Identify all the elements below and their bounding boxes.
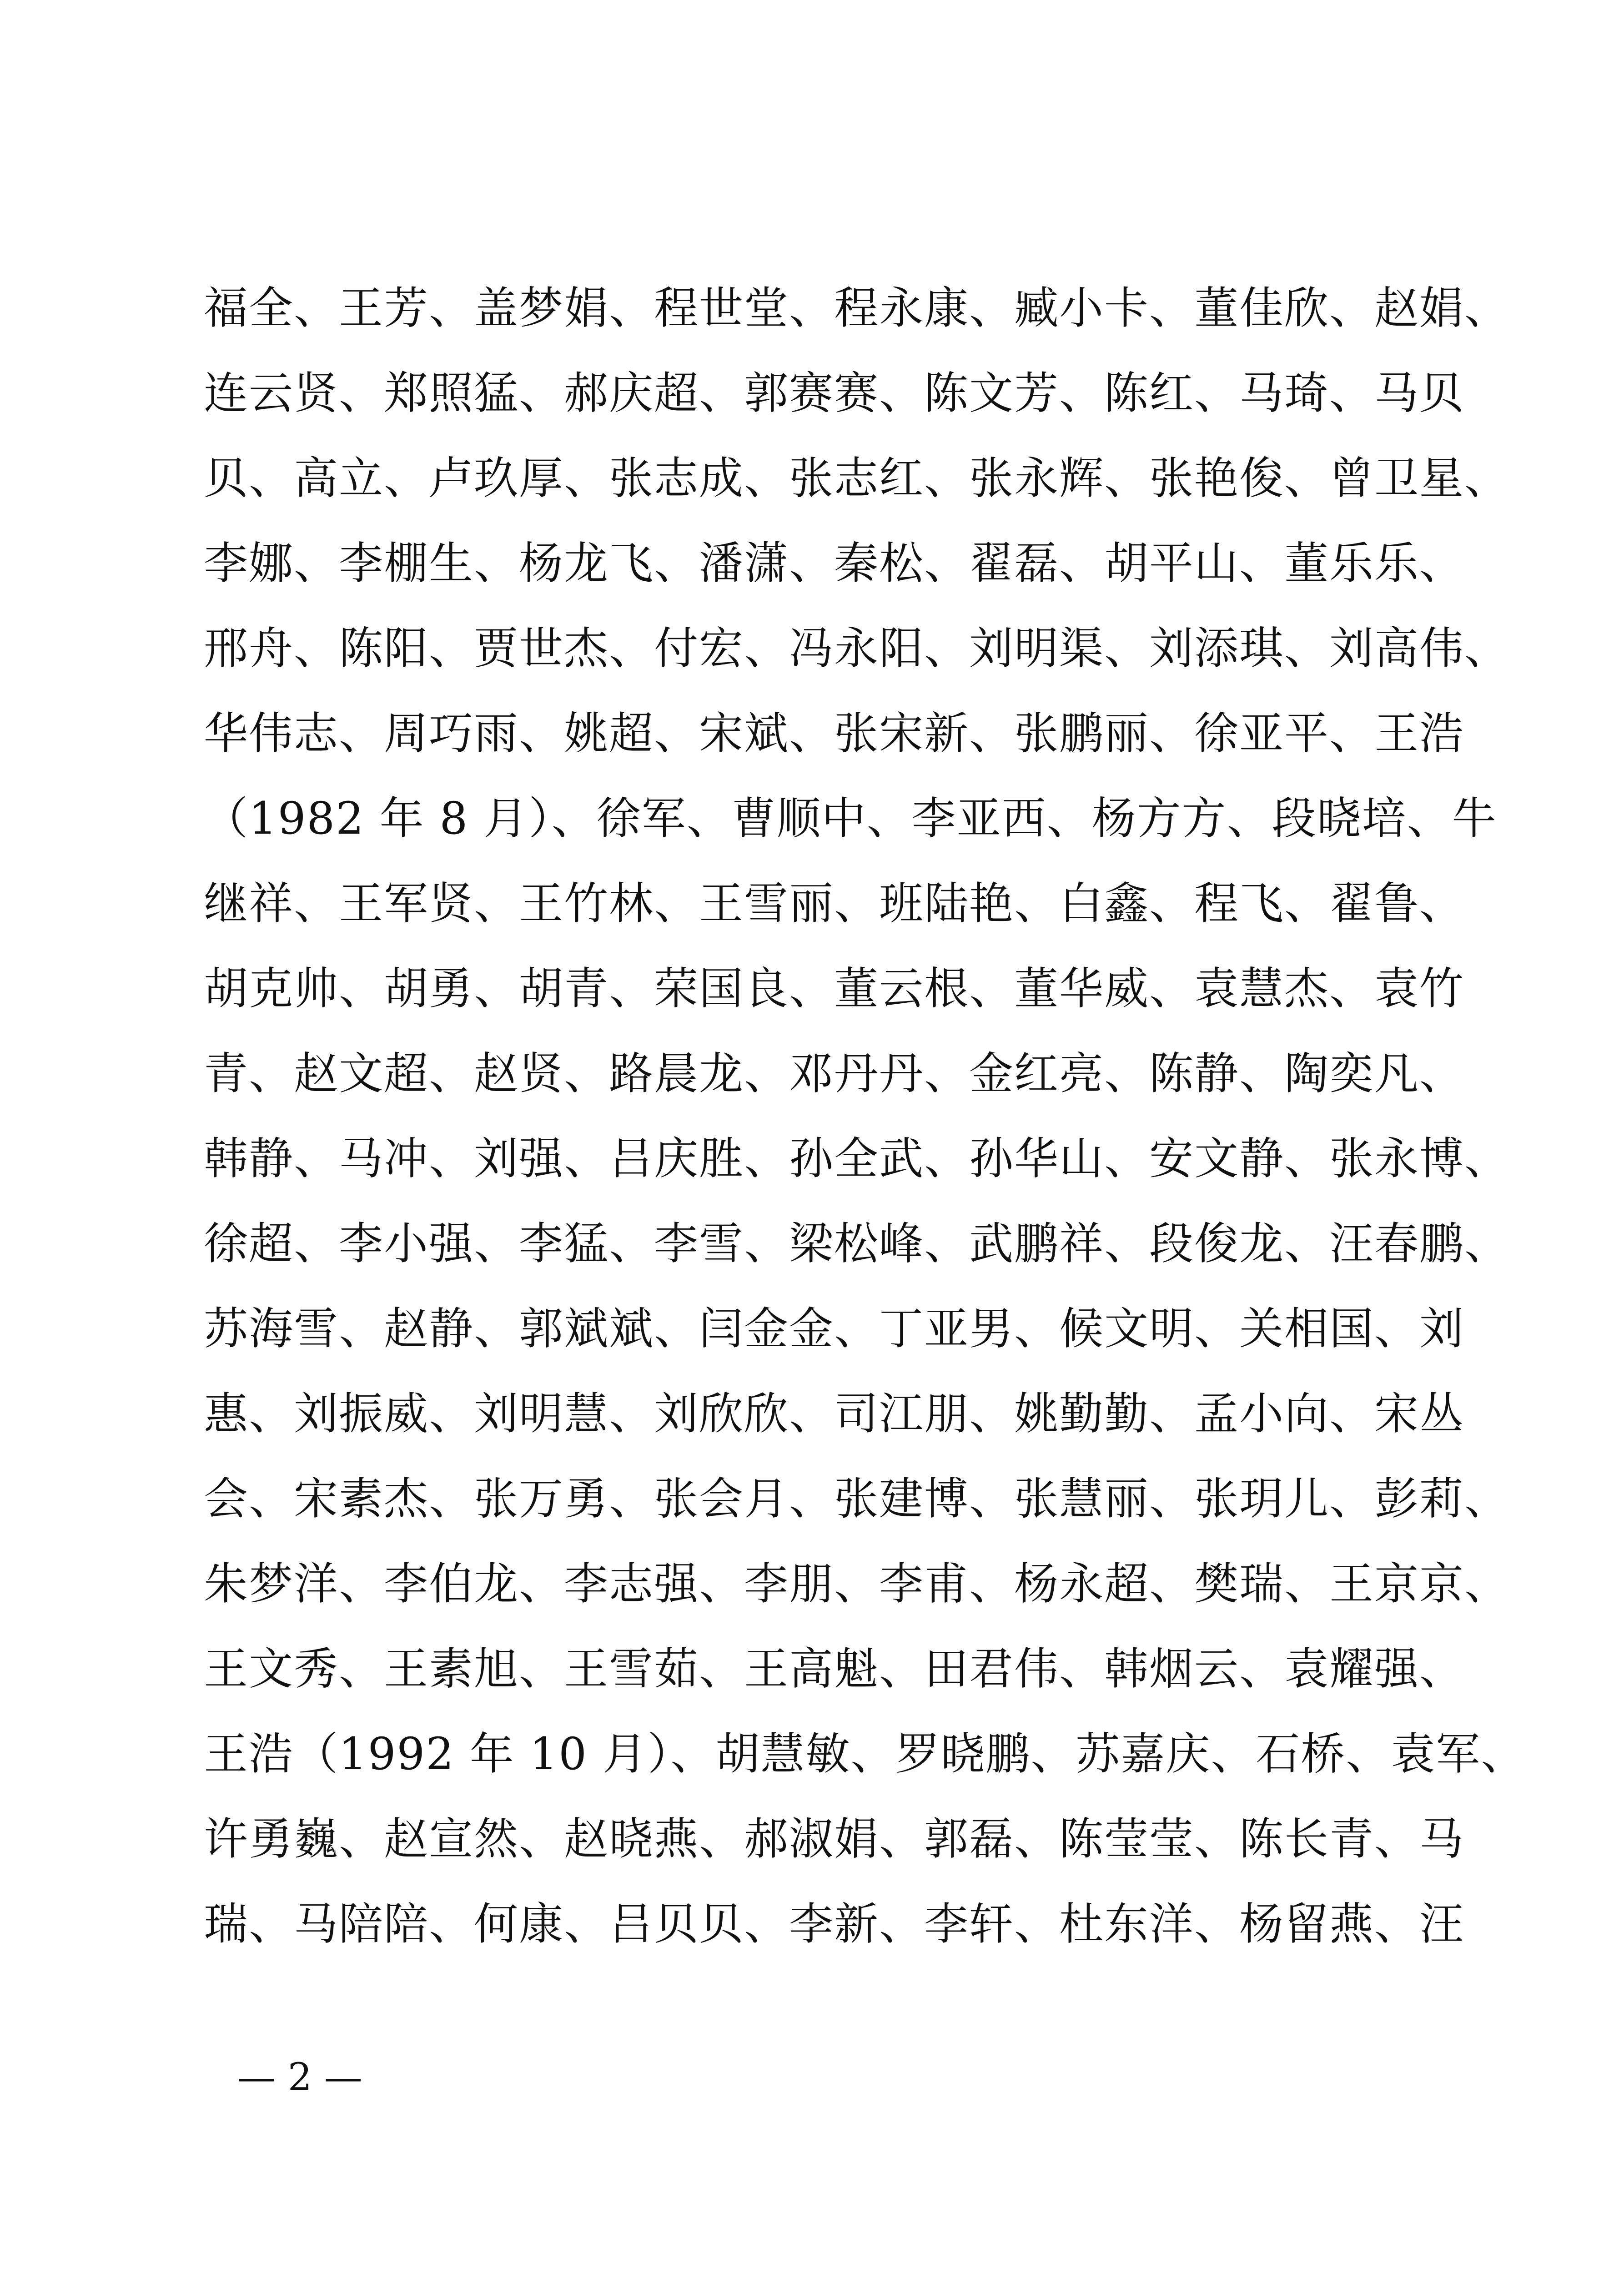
text-line: 韩静、马冲、刘强、吕庆胜、孙全武、孙华山、安文静、张永博、 bbox=[204, 1133, 1509, 1184]
text-line: 胡克帅、胡勇、胡青、荣国良、董云根、董华威、袁慧杰、袁竹 bbox=[204, 963, 1464, 1014]
text-line: 徐超、李小强、李猛、李雪、梁松峰、武鹏祥、段俊龙、汪春鹏、 bbox=[204, 1218, 1509, 1269]
name-list-text bbox=[204, 266, 1526, 1967]
page-number: — 2 — bbox=[237, 2055, 362, 2099]
text-line: 邢舟、陈阳、贾世杰、付宏、冯永阳、刘明渠、刘添琪、刘高伟、 bbox=[204, 623, 1509, 674]
text-line: 李娜、李棚生、杨龙飞、潘潇、秦松、翟磊、胡平山、董乐乐、 bbox=[204, 538, 1464, 589]
text-line: 连云贤、郑照猛、郝庆超、郭赛赛、陈文芳、陈红、马琦、马贝 bbox=[204, 367, 1464, 419]
text-line: 华伟志、周巧雨、姚超、宋斌、张宋新、张鹏丽、徐亚平、王浩 bbox=[204, 708, 1464, 759]
text-line: 继祥、王军贤、王竹林、王雪丽、班陆艳、白鑫、程飞、翟鲁、 bbox=[204, 878, 1464, 929]
text-line: 王文秀、王素旭、王雪茹、王高魁、田君伟、韩烟云、袁耀强、 bbox=[204, 1643, 1464, 1695]
text-line: 苏海雪、赵静、郭斌斌、闫金金、丁亚男、候文明、关相国、刘 bbox=[204, 1303, 1464, 1354]
text-line: 会、宋素杰、张万勇、张会月、张建博、张慧丽、张玥儿、彭莉、 bbox=[204, 1473, 1509, 1524]
text-line: 福全、王芳、盖梦娟、程世堂、程永康、臧小卡、董佳欣、赵娟、 bbox=[204, 282, 1509, 334]
text-line: 贝、高立、卢玖厚、张志成、张志红、张永辉、张艳俊、曾卫星、 bbox=[204, 453, 1509, 504]
text-line: （1982 年 8 月）、徐军、曹顺中、李亚西、杨方方、段晓培、牛 bbox=[204, 793, 1497, 844]
text-line: 瑞、马陪陪、何康、吕贝贝、李新、李轩、杜东洋、杨留燕、汪 bbox=[204, 1898, 1464, 1950]
text-line: 惠、刘振威、刘明慧、刘欣欣、司江朋、姚勤勤、孟小向、宋丛 bbox=[204, 1388, 1464, 1439]
text-line: 青、赵文超、赵贤、路晨龙、邓丹丹、金红亮、陈静、陶奕凡、 bbox=[204, 1048, 1464, 1099]
text-line: 王浩（1992 年 10 月）、胡慧敏、罗晓鹏、苏嘉庆、石桥、袁军、 bbox=[204, 1728, 1526, 1780]
text-line: 朱梦洋、李伯龙、李志强、李朋、李甫、杨永超、樊瑞、王京京、 bbox=[204, 1558, 1509, 1610]
text-line: 许勇巍、赵宣然、赵晓燕、郝淑娟、郭磊、陈莹莹、陈长青、马 bbox=[204, 1813, 1464, 1865]
